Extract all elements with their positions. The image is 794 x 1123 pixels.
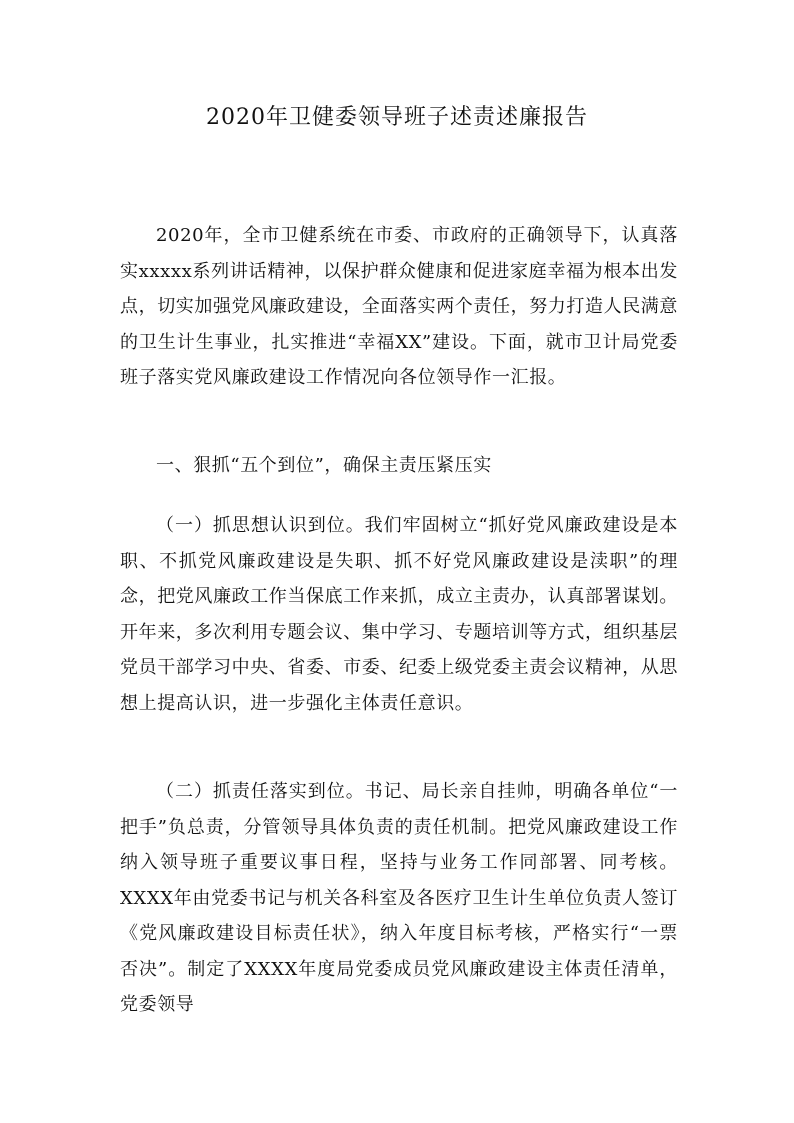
subsection-paragraph-1: （一）抓思想认识到位。我们牢固树立“抓好党风廉政建设是本职、不抓党风廉政建设是失职、抓不好党风廉政建设是渎职”的理念，把党风廉政工作当保底工作来抓，成立主责办，认真部署谋划。开年来，多次利用专题会议、集中学习、专题培训等方式，组织基层党员干部学习中央、省委、市委、纪委上级党委主责会议精神，从思想上提高认识，进一步强化主体责任意识。 (120, 515, 678, 714)
section-heading-1: 一、狠抓“五个到位”，确保主责压紧压实 (156, 455, 492, 476)
document-title: 2020年卫健委领导班子述责述廉报告 (206, 105, 588, 130)
subsection-paragraph-2: （二）抓责任落实到位。书记、局长亲自挂帅，明确各单位“一把手”负总责，分管领导具体负责的责任机制。把党风廉政建设工作纳入领导班子重要议事日程，坚持与业务工作同部署、同考核。XXXX年由党委书记与机关各科室及各医疗卫生计生单位负责人签订《党风廉政建设目标责任状》，纳入年度目标考核，严格实行“一票否决”。制定了XXXX年度局党委成员党风廉政建设主体责任清单，党委领导 (120, 781, 678, 1015)
intro-paragraph: 2020年，全市卫健系统在市委、市政府的正确领导下，认真落实xxxxx系列讲话精神，以保护群众健康和促进家庭幸福为根本出发点，切实加强党风廉政建设，全面落实两个责任，努力打造人民满意的卫生计生事业，扎实推进“幸福XX”建设。下面，就市卫计局党委班子落实党风廉政建设工作情况向各位领导作一汇报。 (120, 225, 678, 388)
